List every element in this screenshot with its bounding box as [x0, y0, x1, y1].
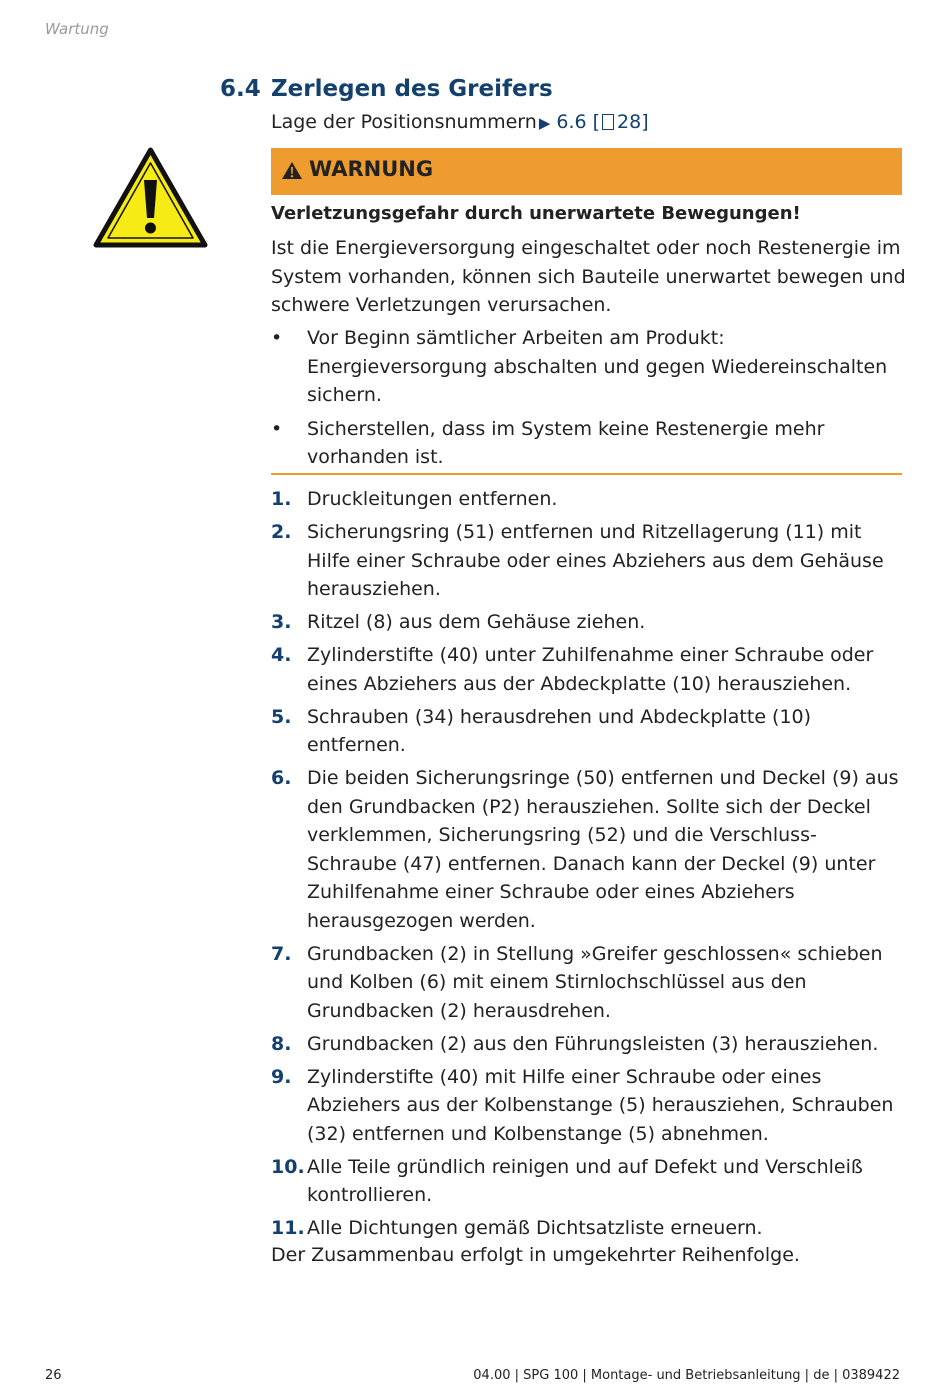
safety-measures-list [271, 324, 906, 477]
reference-text: Lage der Positionsnummern [271, 111, 537, 133]
warning-label: WARNUNG [309, 157, 434, 181]
document-info: 04.00 | SPG 100 | Montage- und Betriebsanleitung | de | 0389422 [473, 1368, 900, 1383]
step-item: 7. Grundbacken (2) in Stellung »Greifer geschlossen« schieben und Kolben (6) mit einem Stirnlochschlüssel aus den Grundbacken (2) herausdrehen. [271, 942, 883, 1022]
warning-banner [271, 148, 902, 195]
closing-note: Der Zusammenbau erfolgt in umgekehrter Reihenfolge. [271, 1244, 800, 1266]
warning-small-icon [281, 161, 303, 180]
page-icon [602, 114, 614, 130]
step-item: 2. Sicherungsring (51) entfernen und Ritzellagerung (11) mit Hilfe einer Schraube oder eines Abziehers aus dem Gehäuse herausziehen. [271, 521, 884, 600]
hazard-description: Ist die Energieversorgung eingeschaltet oder noch Restenergie im System vorhanden, können sich Bauteile unerwartet bewegen und schwere Verletzungen verursachen. [271, 237, 906, 316]
page-number: 26 [45, 1368, 62, 1383]
warning-triangle-icon [92, 146, 209, 250]
step-item: 9. Zylinderstifte (40) mit Hilfe einer Schraube oder eines Abziehers aus der Kolbenstange (5) herausziehen, Schrauben (32) entfernen und Kolbenstange (5) abnehmen. [271, 1065, 894, 1145]
step-item: 3. Ritzel (8) aus dem Gehäuse ziehen. [271, 611, 646, 633]
disassembly-steps [271, 485, 906, 1247]
step-item: 4. Zylinderstifte (40) unter Zuhilfenahme einer Schraube oder eines Abziehers aus der Abdeckplatte (10) herausziehen. [271, 644, 874, 695]
list-item: • Vor Beginn sämtlicher Arbeiten am Produkt: Energieversorgung abschalten und gegen Wiedereinschalten sichern. [271, 327, 888, 406]
reference-page[interactable]: 28 [617, 111, 642, 133]
step-item: 11. Alle Dichtungen gemäß Dichtsatzliste erneuern. [271, 1217, 763, 1239]
step-item: 1. Druckleitungen entfernen. [271, 488, 558, 510]
arrow-right-icon: ▶ [538, 114, 551, 132]
step-item: 5. Schrauben (34) herausdrehen und Abdeckplatte (10) entfernen. [271, 705, 812, 756]
list-item: • Sicherstellen, dass im System keine Restenergie mehr vorhanden ist. [271, 417, 825, 468]
running-header: Wartung [45, 20, 109, 38]
warning-end-rule [271, 473, 902, 475]
section-title: Zerlegen des Greifers [271, 76, 553, 102]
step-item: 8. Grundbacken (2) aus den Führungsleisten (3) herausziehen. [271, 1032, 879, 1055]
hazard-title: Verletzungsgefahr durch unerwartete Bewegungen! [271, 203, 801, 224]
step-item: 10. Alle Teile gründlich reinigen und auf Defekt und Verschleiß kontrollieren. [271, 1155, 863, 1206]
position-reference: Lage der Positionsnummern ▶ 6.6 [ 28] [271, 111, 649, 133]
step-item: 6. Die beiden Sicherungsringe (50) entfernen und Deckel (9) aus den Grundbacken (P2) herausziehen. Sollte sich der Deckel verklemmen, Sicherungsring (52) und die Verschluss-Schraube (47) entfernen. Danach kann der Deckel (9) unter Zuhilfenahme einer Schraube oder eines Abziehers herausgezogen werden. [271, 767, 899, 932]
reference-link[interactable]: 6.6 [556, 111, 587, 133]
section-number: 6.4 [220, 76, 261, 102]
